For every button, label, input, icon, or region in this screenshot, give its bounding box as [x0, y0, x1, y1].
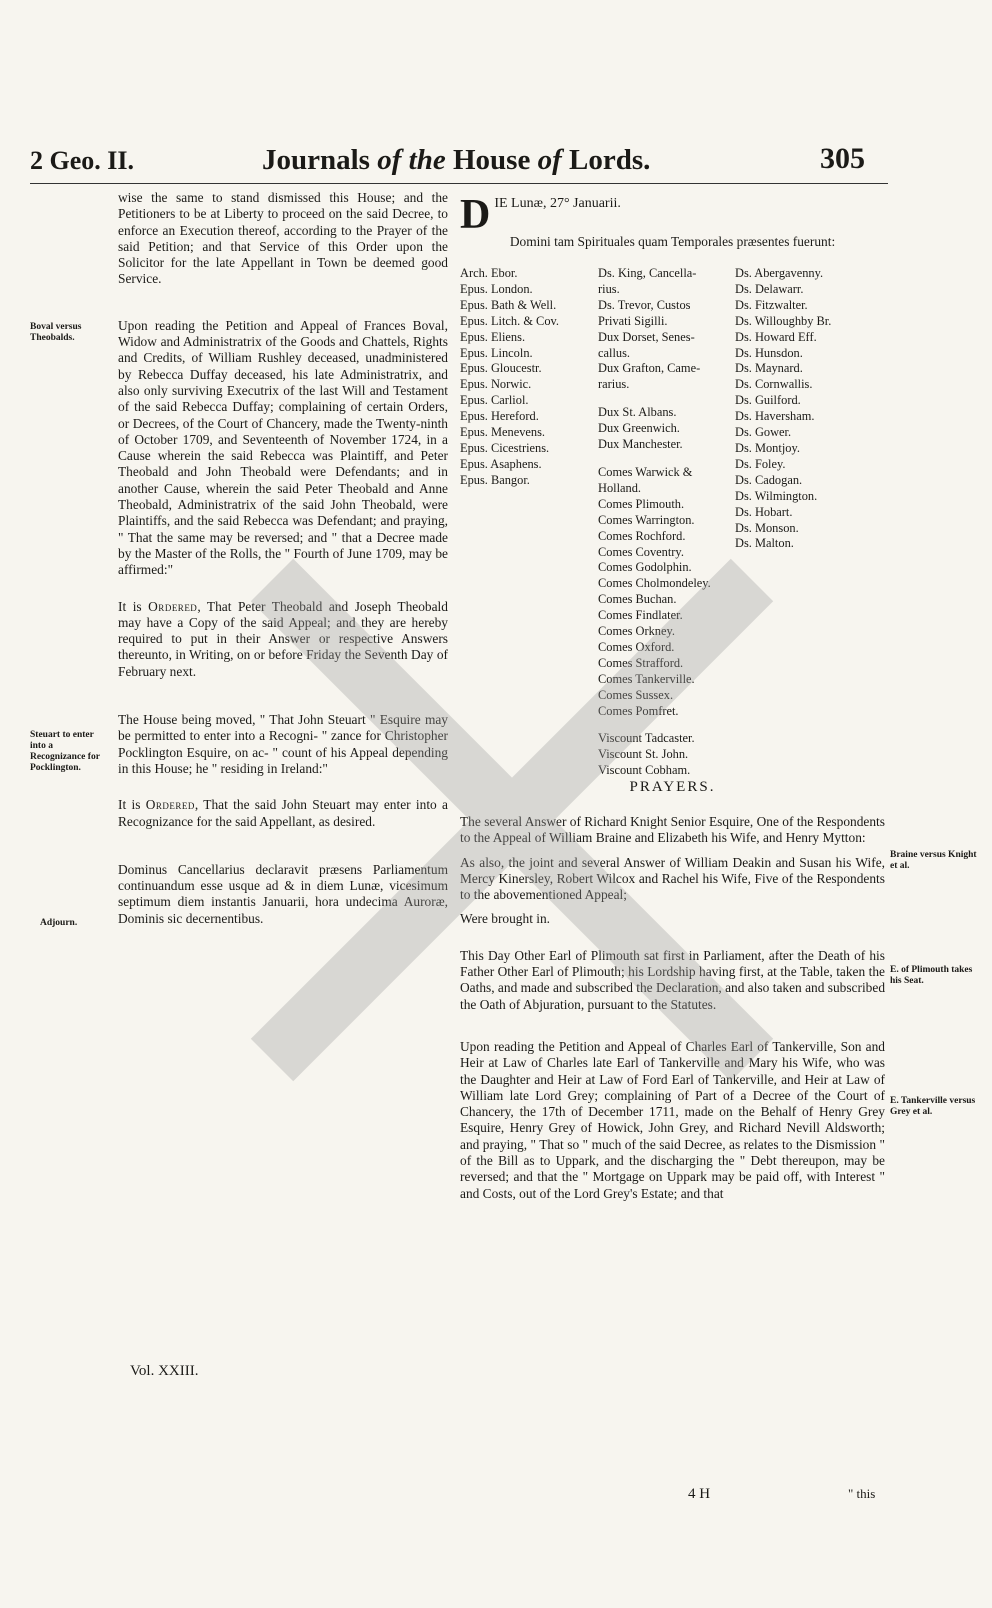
attendance-entry: rius. [598, 281, 620, 296]
attendance-entry: Ds. Hobart. [735, 504, 793, 519]
attendance-entry [598, 393, 738, 405]
attendance-entry: Ds. Wilmington. [735, 488, 818, 503]
attendance-entry: Viscount Tadcaster. [598, 731, 695, 746]
attendance-entry: Viscount St. John. [598, 747, 689, 762]
lords-present-heading: Domini tam Spirituales quam Temporales præsentes fuerunt: [509, 234, 836, 249]
right-para-deakin-answer: As also, the joint and several Answer of William Deakin and Susan his Wife, Mercy Kinersley, Robert Wilcox and Rachel his Wife, Five of the Respondents to the abovementioned Appeal; [460, 854, 885, 903]
attendance-entry: Comes Godolphin. [598, 560, 692, 575]
attendance-entry: Dux St. Albans. [598, 405, 677, 420]
attendance-list [460, 266, 885, 778]
catchword: " this [848, 1486, 876, 1501]
margin-note-braine: Braine versus Knight et al. [890, 850, 977, 871]
regnal-year: 2 Geo. II. [30, 146, 134, 175]
attendance-entry: Epus. Hereford. [460, 409, 539, 424]
left-para-ordered-theobald: It is Ordered, That Peter Theobald and Joseph Theobald may have a Copy of the said Appeal; and they are hereby required to put in their Answer or respective Answers thereunto, in Writing, on or before Friday the Seventh Day of February next. [118, 598, 448, 679]
right-para-tankerville-appeal: Upon reading the Petition and Appeal of Charles Earl of Tankerville, Son and Heir at Law of Charles late Earl of Tankerville and Mary his Wife, who was the Daughter and Heir at Law of Ford Earl of Tankerville, and Heir at Law of William late Lord Grey; complaining of Part of a Decree of the Court of Chancery, the 17th of December 1711, made on the Behalf of Henry Grey Esquire, Henry Grey of Howick, John Grey, and Richard Nevill Aldsworth; and praying, " That so " much of the said Decree, as relates to the Dismission " of the Bill as to Uppark, and the discharging the " Debt thereupon, may be reversed; and that the " Mortgage on Uppark may be paid off, with Interest " and Costs, out of the Lord Grey's Estate; and that [460, 1038, 885, 1201]
margin-note-steuart: Steuart to enter into a Recognizance for Pocklington. [30, 730, 100, 773]
attendance-entry: Comes Strafford. [598, 655, 684, 670]
attendance-entry: Comes Buchan. [598, 592, 677, 607]
header-rule [30, 183, 888, 184]
attendance-column-peers [598, 266, 738, 779]
attendance-entry [598, 453, 738, 465]
attendance-entry: Comes Warrington. [598, 512, 695, 527]
right-para-knight-answer: The several Answer of Richard Knight Senior Esquire, One of the Respondents to the Appeal of William Braine and Elizabeth his Wife, and Henry Mytton: [460, 814, 885, 846]
attendance-entry: Ds. Abergavenny. [735, 266, 824, 280]
attendance-entry: Epus. Lincoln. [460, 345, 533, 360]
attendance-entry: Ds. Delawarr. [735, 281, 804, 296]
attendance-entry: Epus. Bangor. [460, 472, 530, 487]
attendance-entry: Dux Grafton, Came- [598, 361, 701, 376]
attendance-entry: Epus. Litch. & Cov. [460, 313, 560, 328]
margin-note-tankerville: E. Tankerville versus Grey et al. [890, 1096, 976, 1117]
attendance-entry: Ds. Willoughby Br. [735, 313, 832, 328]
left-para-ordered-steuart: It is Ordered, That the said John Steuart may enter into a Recognizance for the said Appellant, as desired. [118, 797, 448, 829]
page-number: 305 [820, 142, 865, 175]
attendance-entry: Comes Findlater. [598, 608, 683, 623]
attendance-entry: Comes Warwick & [598, 464, 693, 479]
attendance-column-barons [735, 266, 885, 552]
running-title: Journals of the House of Lords. [262, 144, 651, 176]
attendance-entry: Dux Manchester. [598, 437, 683, 452]
attendance-entry: Ds. Haversham. [735, 409, 815, 424]
attendance-entry: Ds. Monson. [735, 520, 799, 535]
left-para-steuart-motion: The House being moved, " That John Steuart " Esquire may be permitted to enter into a Recogni- " zance for Christopher Pocklington Esquire, on ac- " count of his Appeal depending in this House; he " residing in Ireland:" [118, 712, 448, 776]
attendance-entry: Ds. Gower. [735, 425, 792, 440]
attendance-entry: Ds. Montjoy. [735, 440, 800, 455]
attendance-column-bishops [460, 266, 590, 489]
attendance-entry: Epus. Cicestriens. [460, 440, 550, 455]
margin-note-plimouth: E. of Plimouth takes his Seat. [890, 965, 973, 986]
attendance-entry: Epus. Norwic. [460, 377, 532, 392]
attendance-entry: Dux Dorset, Senes- [598, 329, 695, 344]
attendance-entry: Comes Plimouth. [598, 496, 685, 511]
attendance-entry: Viscount Cobham. [598, 763, 691, 778]
attendance-entry: Epus. Asaphens. [460, 456, 542, 471]
margin-note-adjourn: Adjourn. [40, 918, 78, 928]
attendance-entry: Ds. Foley. [735, 456, 786, 471]
attendance-entry: Ds. Howard Eff. [735, 329, 817, 344]
volume-label: Vol. XXIII. [130, 1363, 199, 1379]
attendance-entry: Dux Greenwich. [598, 421, 680, 436]
attendance-entry: Comes Cholmondeley. [598, 576, 711, 591]
attendance-entry: Privati Sigilli. [598, 313, 668, 328]
attendance-entry: Ds. King, Cancella- [598, 266, 697, 280]
attendance-entry: Ds. Guilford. [735, 393, 801, 408]
attendance-entry: Comes Orkney. [598, 624, 675, 639]
attendance-entry: Comes Rochford. [598, 528, 686, 543]
attendance-entry: Epus. Carliol. [460, 393, 529, 408]
attendance-entry: Comes Coventry. [598, 544, 684, 559]
left-para-1: wise the same to stand dismissed this House; and the Petitioners to be at Liberty to proceed on the said Decree, to enforce an Execution thereof, according to the Prayer of the said Petition; and that Service of this Order upon the Solicitor for the late Appellant in Town be deemed good Service. [118, 190, 448, 287]
attendance-entry: Epus. London. [460, 281, 533, 296]
attendance-entry: Ds. Fitzwalter. [735, 297, 808, 312]
attendance-entry: Arch. Ebor. [460, 266, 518, 280]
right-column [460, 190, 885, 1206]
attendance-entry: Epus. Eliens. [460, 329, 526, 344]
right-para-brought-in: Were brought in. [460, 911, 551, 927]
attendance-entry: Ds. Hunsdon. [735, 345, 803, 360]
attendance-entry: callus. [598, 345, 630, 360]
prayers-heading: PRAYERS. [629, 779, 716, 795]
attendance-entry: Holland. [598, 480, 642, 495]
left-para-adjourn: Dominus Cancellarius declaravit præsens Parliamentum continuandum esse usque ad & in diem Lunæ, vicesimum septimum diem instantis Januarii, hora undecima Auroræ, Dominis sic decernentibus. [118, 861, 448, 926]
attendance-entry: Comes Sussex. [598, 687, 674, 702]
attendance-entry: Epus. Gloucestr. [460, 361, 542, 376]
attendance-entry: Epus. Menevens. [460, 425, 545, 440]
attendance-entry: Ds. Cadogan. [735, 472, 803, 487]
attendance-entry: Comes Oxford. [598, 639, 675, 654]
sitting-date: DIE Lunæ, 27° Januarii. [460, 192, 621, 238]
attendance-entry: rarius. [598, 377, 630, 392]
attendance-entry: Epus. Bath & Well. [460, 297, 557, 312]
left-para-boval-appeal: Upon reading the Petition and Appeal of Frances Boval, Widow and Administratrix of the Goods and Chattels, Rights and Credits, of William Rushley deceased, unadministered by Rebecca Duffay deceased, his late Administratrix, and also only surviving Executrix of the last Will and Testament of the said Rebecca Duffay; complaining of certain Orders, or Decrees, of the Court of Chancery, made the Twenty-ninth of October 1709, and Seventeenth of November 1724, in a Cause wherein the said Rebecca was Plaintiff, and Peter Theobald and John Theobald were Defendants; and in another Cause, wherein the said Peter Theobald and Anne Theobald, Administratrix of the said John Theobald, were Plaintiffs, and the said Rebecca was Defendant; and praying, " That the same may be reversed; and " that a Decree made by the Master of the Rolls, the " Fourth of June 1709, may be affirmed:" [118, 317, 448, 578]
attendance-entry: Ds. Cornwallis. [735, 377, 813, 392]
signature-mark: 4 H [688, 1486, 711, 1502]
attendance-entry: Ds. Maynard. [735, 361, 803, 376]
attendance-entry: Comes Tankerville. [598, 671, 695, 686]
right-para-plimouth: This Day Other Earl of Plimouth sat first in Parliament, after the Death of his Father Other Earl of Plimouth; his Lordship having first, at the Table, taken the Oaths, and made and subscribed the Declaration, and also taken and subscribed the Oath of Abjuration, pursuant to the Statutes. [460, 947, 886, 1012]
attendance-entry: Ds. Trevor, Custos [598, 297, 691, 312]
left-column [118, 190, 448, 947]
attendance-entry [598, 719, 738, 731]
margin-note-boval: Boval versus Theobalds. [30, 322, 82, 343]
attendance-entry: Ds. Malton. [735, 536, 794, 551]
attendance-entry: Comes Pomfret. [598, 703, 679, 718]
